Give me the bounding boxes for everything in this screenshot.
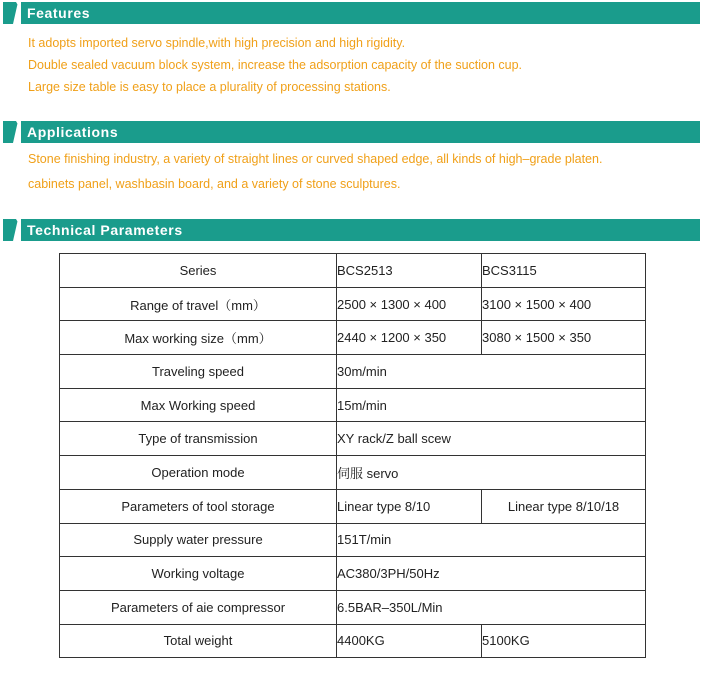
param-value-bcs2513: BCS2513 (337, 254, 482, 288)
param-label: Max Working speed (60, 388, 337, 422)
table-row (60, 456, 646, 490)
table-row (60, 355, 646, 389)
applications-header (3, 121, 700, 143)
table-row (60, 287, 646, 321)
param-label: Series (60, 254, 337, 288)
features-title: Features (27, 5, 91, 21)
param-label: Range of travel（mm） (60, 287, 337, 321)
header-bar (18, 121, 700, 143)
param-value-bcs3115: 3080 × 1500 × 350 (482, 321, 646, 355)
features-line-3: Large size table is easy to place a plurality of processing stations. (28, 80, 391, 94)
table-row (60, 321, 646, 355)
param-label: Operation mode (60, 456, 337, 490)
param-value-bcs2513: Linear type 8/10 (337, 489, 482, 523)
table-row (60, 624, 646, 658)
param-label: Traveling speed (60, 355, 337, 389)
param-label: Max working size（mm） (60, 321, 337, 355)
applications-line-1: Stone finishing industry, a variety of straight lines or curved shaped edge, all kinds of high–grade platen. (28, 152, 603, 166)
table-row (60, 422, 646, 456)
table-row (60, 489, 646, 523)
applications-line-2: cabinets panel, washbasin board, and a variety of stone sculptures. (28, 177, 401, 191)
param-value-shared: XY rack/Z ball scew (337, 422, 646, 456)
param-value-shared: 151T/min (337, 523, 646, 557)
param-value-bcs2513: 2500 × 1300 × 400 (337, 287, 482, 321)
param-label: Supply water pressure (60, 523, 337, 557)
param-value-bcs2513: 2440 × 1200 × 350 (337, 321, 482, 355)
param-value-shared: AC380/3PH/50Hz (337, 557, 646, 591)
param-value-shared: 30m/min (337, 355, 646, 389)
param-value-bcs3115: Linear type 8/10/18 (482, 489, 646, 523)
param-label: Total weight (60, 624, 337, 658)
table-row (60, 590, 646, 624)
param-label: Parameters of tool storage (60, 489, 337, 523)
param-value-shared: 伺服 servo (337, 456, 646, 490)
param-label: Type of transmission (60, 422, 337, 456)
table-row (60, 523, 646, 557)
param-value-bcs2513: 4400KG (337, 624, 482, 658)
features-line-2: Double sealed vacuum block system, increase the adsorption capacity of the suction cup. (28, 58, 523, 72)
param-label: Parameters of aie compressor (60, 590, 337, 624)
features-line-1: It adopts imported servo spindle,with high precision and high rigidity. (28, 36, 406, 50)
param-value-bcs3115: 3100 × 1500 × 400 (482, 287, 646, 321)
table-row (60, 388, 646, 422)
table-row (60, 254, 646, 288)
header-bar (18, 2, 700, 24)
param-value-shared: 15m/min (337, 388, 646, 422)
param-value-shared: 6.5BAR–350L/Min (337, 590, 646, 624)
param-value-bcs3115: 5100KG (482, 624, 646, 658)
features-header (3, 2, 700, 24)
technical-header (3, 219, 700, 241)
technical-title: Technical Parameters (27, 222, 183, 238)
param-label: Working voltage (60, 557, 337, 591)
technical-parameters-table (59, 253, 646, 658)
applications-title: Applications (27, 124, 119, 140)
table-row (60, 557, 646, 591)
param-value-bcs3115: BCS3115 (482, 254, 646, 288)
